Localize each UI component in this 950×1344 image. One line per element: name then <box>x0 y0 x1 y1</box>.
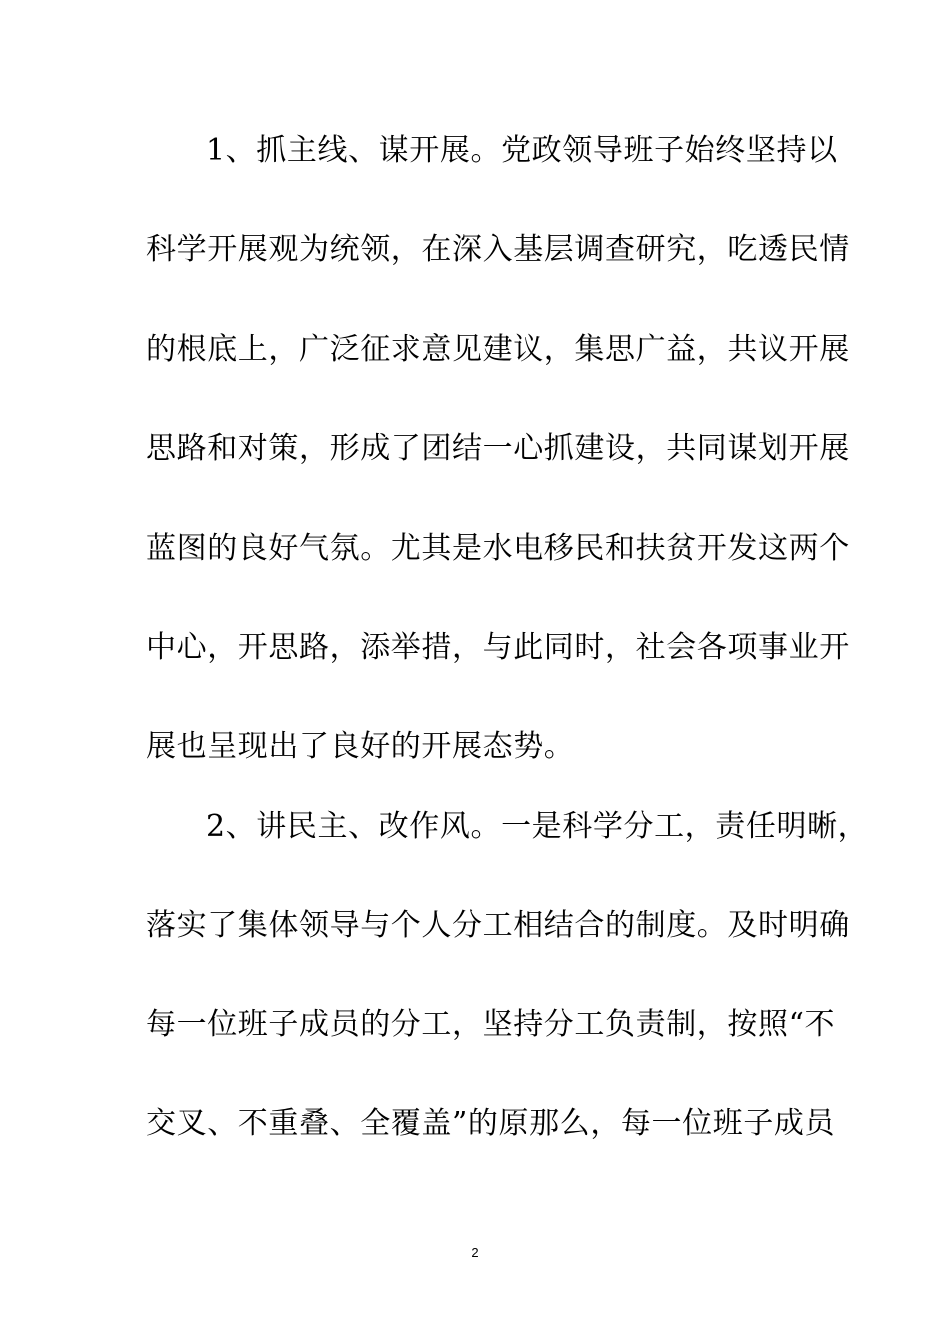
paragraph-2-line-4: 交叉、不重叠、全覆盖”的原那么，每一位班子成员 <box>146 1106 836 1141</box>
paragraph-2-line-1: 2、讲民主、改作风。一是科学分工，责任明晰， <box>206 809 869 844</box>
paragraph-1-line-3: 的根底上，广泛征求意见建议，集思广益，共议开展 <box>146 332 850 367</box>
paragraph-1-line-7: 展也呈现出了良好的开展态势。 <box>146 729 575 764</box>
paragraph-1-line-5: 蓝图的良好气氛。尤其是水电移民和扶贫开发这两个 <box>146 531 850 566</box>
page-number: 2 <box>471 1245 479 1260</box>
paragraph-2-line-2: 落实了集体领导与个人分工相结合的制度。及时明确 <box>146 908 850 943</box>
paragraph-1-line-4: 思路和对策，形成了团结一心抓建设，共同谋划开展 <box>146 431 850 466</box>
paragraph-1-line-1: 1、抓主线、谋开展。党政领导班子始终坚持以 <box>206 133 838 168</box>
paragraph-1-line-6: 中心，开思路，添举措，与此同时，社会各项事业开 <box>146 630 850 665</box>
paragraph-1-line-2: 科学开展观为统领，在深入基层调查研究，吃透民情 <box>146 232 850 267</box>
paragraph-2-line-3: 每一位班子成员的分工，坚持分工负责制，按照“不 <box>146 1007 836 1042</box>
